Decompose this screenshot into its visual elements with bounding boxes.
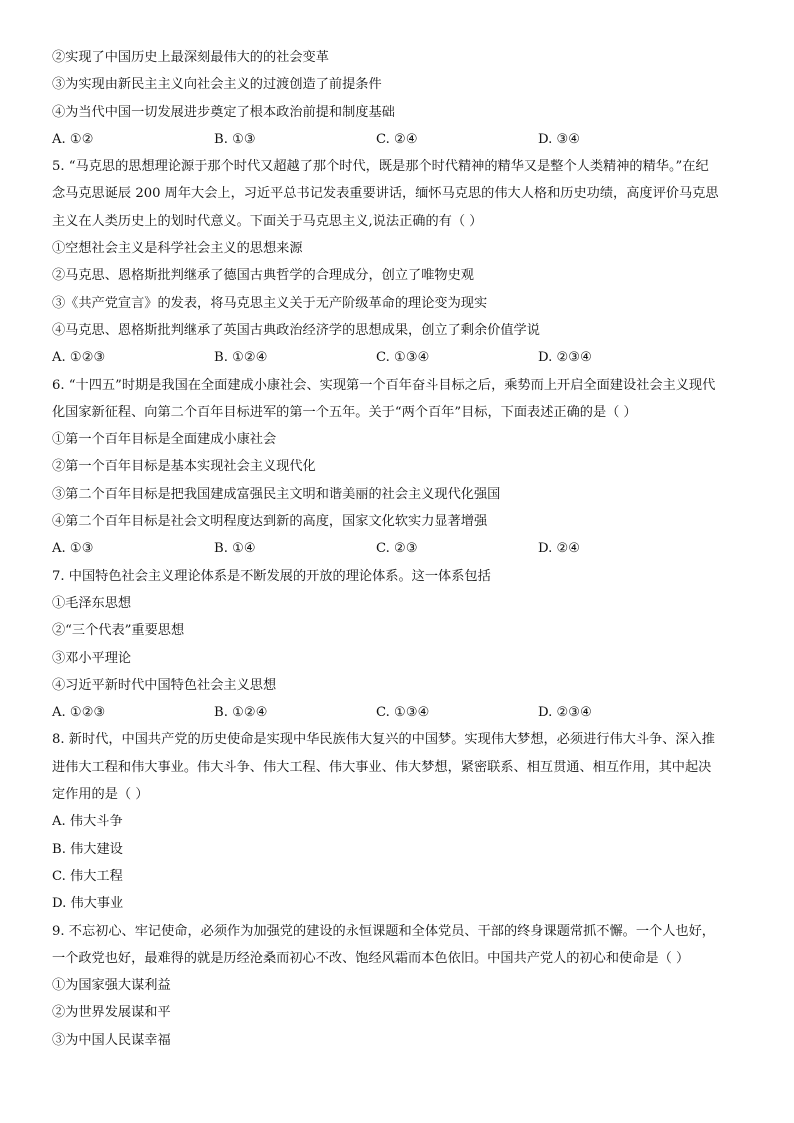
question-stem: 8. 新时代，中国共产党的历史使命是实现中华民族伟大复兴的中国梦。实现伟大梦想，必须进行伟大斗争、深入推 [52, 732, 715, 748]
option-d[interactable]: D. ②④ [538, 541, 581, 557]
statement-3: ③为实现由新民主主义向社会主义的过渡创造了前提条件 [52, 77, 382, 93]
question-stem: 定作用的是（ ） [52, 787, 149, 803]
question-6 [52, 372, 756, 563]
exam-page [52, 44, 756, 1054]
option-c[interactable]: C. ①③④ [376, 350, 430, 366]
option-d[interactable]: D. 伟大事业 [52, 896, 124, 912]
question-stem: 6. “十四五”时期是我国在全面建成小康社会、实现第一个百年奋斗目标之后，乘势而上开启全面建设社会主义现代 [52, 377, 716, 393]
statement-3: ③邓小平理论 [52, 650, 132, 666]
option-d[interactable]: D. ②③④ [538, 350, 592, 366]
statement-4: ④为当代中国一切发展进步奠定了根本政治前提和制度基础 [52, 104, 395, 120]
statement-2: ②马克思、恩格斯批判继承了德国古典哲学的合理成分，创立了唯物史观 [52, 268, 474, 284]
question-7 [52, 563, 756, 727]
question-stem: 进伟大工程和伟大事业。伟大斗争、伟大工程、伟大事业、伟大梦想，紧密联系、相互贯通、相互作用，其中起决 [52, 759, 712, 775]
option-c[interactable]: C. ②③ [376, 541, 418, 557]
question-4-continued [52, 44, 756, 153]
option-a[interactable]: A. 伟大斗争 [52, 814, 123, 830]
option-a[interactable]: A. ①② [52, 131, 94, 147]
question-5 [52, 153, 756, 371]
statement-1: ①为国家强大谋利益 [52, 978, 171, 994]
answer-options [52, 699, 756, 726]
option-c[interactable]: C. ①③④ [376, 705, 430, 721]
option-b[interactable]: B. ①③ [214, 131, 256, 147]
answer-options [52, 126, 756, 153]
option-a[interactable]: A. ①②③ [52, 350, 106, 366]
question-8 [52, 726, 756, 917]
option-b[interactable]: B. ①②④ [214, 350, 268, 366]
statement-1: ①空想社会主义是科学社会主义的思想来源 [52, 241, 303, 257]
question-stem: 念马克思诞辰 200 周年大会上，习近平总书记发表重要讲话，缅怀马克思的伟大人格和历史功绩，高度评价马克思 [52, 186, 719, 202]
statement-1: ①毛泽东思想 [52, 595, 132, 611]
option-a[interactable]: A. ①②③ [52, 705, 106, 721]
option-d[interactable]: D. ②③④ [538, 705, 592, 721]
question-stem: 9. 不忘初心、牢记使命，必须作为加强党的建设的永恒课题和全体党员、干部的终身课题常抓不懈。一个人也好， [52, 923, 715, 939]
statement-2: ②第一个百年目标是基本实现社会主义现代化 [52, 459, 316, 475]
question-stem: 7. 中国特色社会主义理论体系是不断发展的开放的理论体系。这一体系包括 [52, 568, 491, 584]
question-stem: 一个政党也好，最难得的就是历经沧桑而初心不改、饱经风霜而本色依旧。中国共产党人的初心和使命是（ ） [52, 950, 690, 966]
question-stem: 主义在人类历史上的划时代意义。下面关于马克思主义,说法正确的有（ ） [52, 213, 483, 229]
statement-4: ④第二个百年目标是社会文明程度达到新的高度，国家文化软实力显著增强 [52, 514, 488, 530]
question-stem: 化国家新征程、向第二个百年目标进军的第一个五年。关于“两个百年”目标，下面表述正确的是（ ） [52, 404, 637, 420]
answer-options [52, 535, 756, 562]
statement-4: ④马克思、恩格斯批判继承了英国古典政治经济学的思想成果，创立了剩余价值学说 [52, 322, 540, 338]
option-c[interactable]: C. 伟大工程 [52, 868, 123, 884]
answer-options [52, 344, 756, 371]
statement-2: ②为世界发展谋和平 [52, 1005, 171, 1021]
question-9 [52, 918, 756, 1054]
statement-3: ③为中国人民谋幸福 [52, 1032, 171, 1048]
statement-2: ②“三个代表”重要思想 [52, 623, 185, 639]
statement-2: ②实现了中国历史上最深刻最伟大的的社会变革 [52, 50, 329, 65]
option-b[interactable]: B. ①④ [214, 541, 256, 557]
option-b[interactable]: B. 伟大建设 [52, 841, 123, 857]
option-c[interactable]: C. ②④ [376, 131, 418, 147]
statement-1: ①第一个百年目标是全面建成小康社会 [52, 432, 277, 448]
option-b[interactable]: B. ①②④ [214, 705, 268, 721]
statement-3: ③《共产党宣言》的发表，将马克思主义关于无产阶级革命的理论变为现实 [52, 295, 488, 311]
option-a[interactable]: A. ①③ [52, 541, 94, 557]
question-stem: 5. “马克思的思想理论源于那个时代又超越了那个时代，既是那个时代精神的精华又是整个人类精神的精华。”在纪 [52, 159, 709, 175]
statement-3: ③第二个百年目标是把我国建成富强民主文明和谐美丽的社会主义现代化强国 [52, 486, 501, 502]
option-d[interactable]: D. ③④ [538, 131, 581, 147]
statement-4: ④习近平新时代中国特色社会主义思想 [52, 677, 277, 693]
